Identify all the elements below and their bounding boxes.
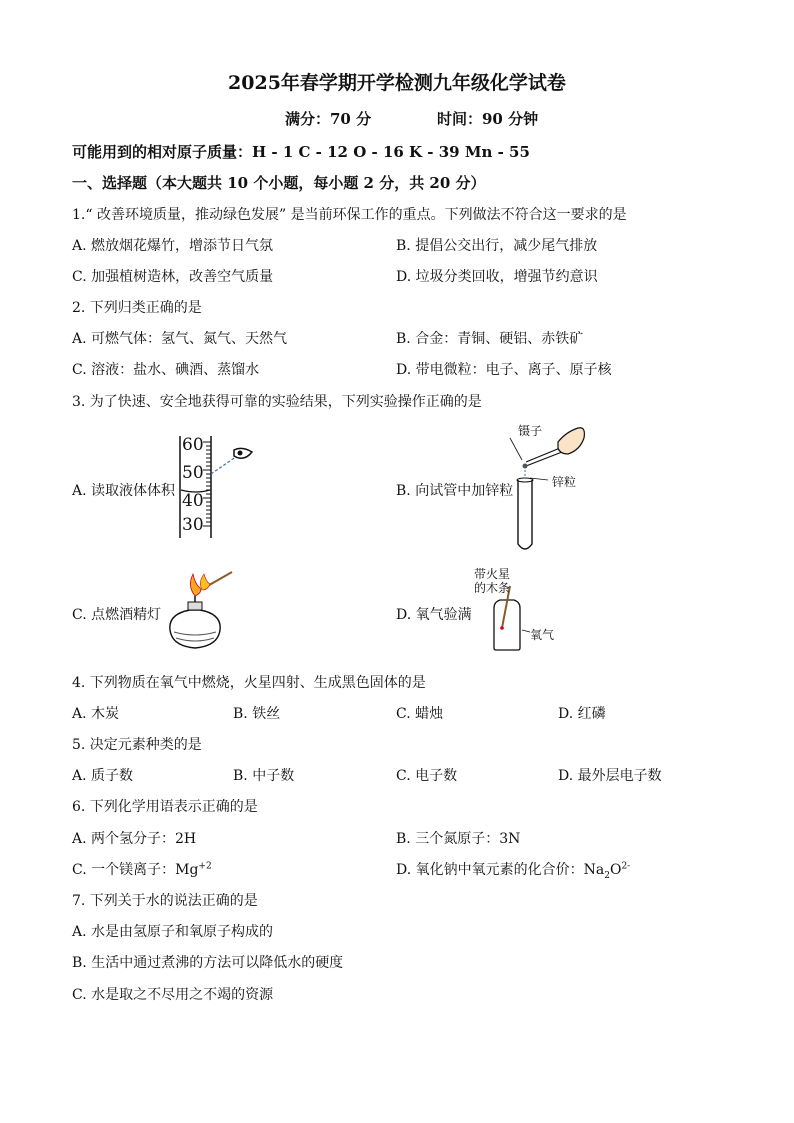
- exam-time: 时间：90 分钟: [437, 110, 539, 128]
- hand-icon: [558, 428, 584, 454]
- tick-label-60: 60: [182, 435, 204, 455]
- question-7-stem: 7. 下列关于水的说法正确的是: [72, 893, 258, 909]
- q1-option-c: C. 加强植树造林，改善空气质量: [72, 269, 274, 285]
- label-oxygen: 氧气: [530, 628, 555, 642]
- q6-option-a: A. 两个氢分子：2H: [72, 831, 197, 847]
- q3-option-d: D. 氧气验满: [396, 607, 472, 623]
- tick-label-40: 40: [182, 491, 204, 511]
- q5-option-c: C. 电子数: [396, 768, 458, 784]
- q3-option-a: A. 读取液体体积: [72, 483, 176, 499]
- section-heading: 一、选择题（本大题共 10 个小题，每小题 2 分，共 20 分）: [72, 174, 486, 192]
- question-6-stem: 6. 下列化学用语表示正确的是: [72, 799, 258, 815]
- q7-option-a: A. 水是由氢原子和氧原子构成的: [72, 924, 274, 940]
- figure-alcohol-lamp: [160, 568, 240, 658]
- tick-label-30: 30: [182, 515, 204, 535]
- lamp-body: [170, 610, 220, 648]
- q6-option-c: C. 一个镁离子：$Mg^{+2}$: [72, 861, 212, 878]
- label-zinc: 锌粒: [552, 475, 577, 489]
- q5-option-b: B. 中子数: [233, 768, 295, 784]
- full-score: 满分：70 分: [285, 110, 372, 128]
- q5-option-d: D. 最外层电子数: [558, 768, 662, 784]
- q4-option-a: A. 木炭: [72, 706, 120, 722]
- q5-option-a: A. 质子数: [72, 768, 134, 784]
- atomic-mass-line: 可能用到的相对原子质量：H - 1 C - 12 O - 16 K - 39 Mn - 55: [72, 143, 530, 161]
- question-1-stem: 1.“ 改善环境质量，推动绿色发展” 是当前环保工作的重点。下列做法不符合这一要求的是: [72, 207, 627, 223]
- label-glowing-stick-1: 带火星: [474, 567, 511, 581]
- question-4-stem: 4. 下列物质在氧气中燃烧，火星四射、生成黑色固体的是: [72, 675, 426, 691]
- q3-option-c: C. 点燃酒精灯: [72, 607, 162, 623]
- q2-option-c: C. 溶液：盐水、碘酒、蒸馏水: [72, 362, 260, 378]
- tick-label-50: 50: [182, 463, 204, 483]
- label-tweezers: 镊子: [518, 424, 543, 438]
- q2-option-b: B. 合金：青铜、硬铝、赤铁矿: [396, 331, 584, 347]
- page-title: 2025年春学期开学检测九年级化学试卷: [228, 72, 566, 94]
- q2-option-d: D. 带电微粒：电子、离子、原子核: [396, 362, 612, 378]
- label-glowing-stick-2: 的木条: [474, 581, 511, 595]
- q4-option-b: B. 铁丝: [233, 706, 281, 722]
- q1-option-b: B. 提倡公交出行，减少尾气排放: [396, 238, 598, 254]
- question-5-stem: 5. 决定元素种类的是: [72, 737, 202, 753]
- question-2-stem: 2. 下列归类正确的是: [72, 300, 202, 316]
- q6-option-b: B. 三个氮原子：3N: [396, 831, 521, 847]
- q4-option-d: D. 红磷: [558, 706, 606, 722]
- lamp-neck: [188, 602, 202, 610]
- eye-icon: [234, 448, 252, 458]
- q3-option-b: B. 向试管中加锌粒: [396, 483, 514, 499]
- q4-option-c: C. 蜡烛: [396, 706, 444, 722]
- q1-option-a: A. 燃放烟花爆竹，增添节日气氛: [72, 238, 274, 254]
- gas-bottle: [494, 608, 520, 650]
- q7-option-c: C. 水是取之不尽用之不竭的资源: [72, 987, 274, 1003]
- q1-option-d: D. 垃圾分类回收，增强节约意识: [396, 269, 598, 285]
- q7-option-b: B. 生活中通过煮沸的方法可以降低水的硬度: [72, 955, 344, 971]
- q2-option-a: A. 可燃气体：氢气、氮气、天然气: [72, 331, 288, 347]
- figure-test-tube-zinc: [500, 420, 600, 556]
- q6-option-d: D. 氧化钠中氧元素的化合价：$Na_2O^{2-}$: [396, 861, 631, 881]
- test-tube: [518, 480, 532, 549]
- flame-icon: [190, 574, 200, 596]
- question-3-stem: 3. 为了快速、安全地获得可靠的实验结果，下列实验操作正确的是: [72, 394, 482, 410]
